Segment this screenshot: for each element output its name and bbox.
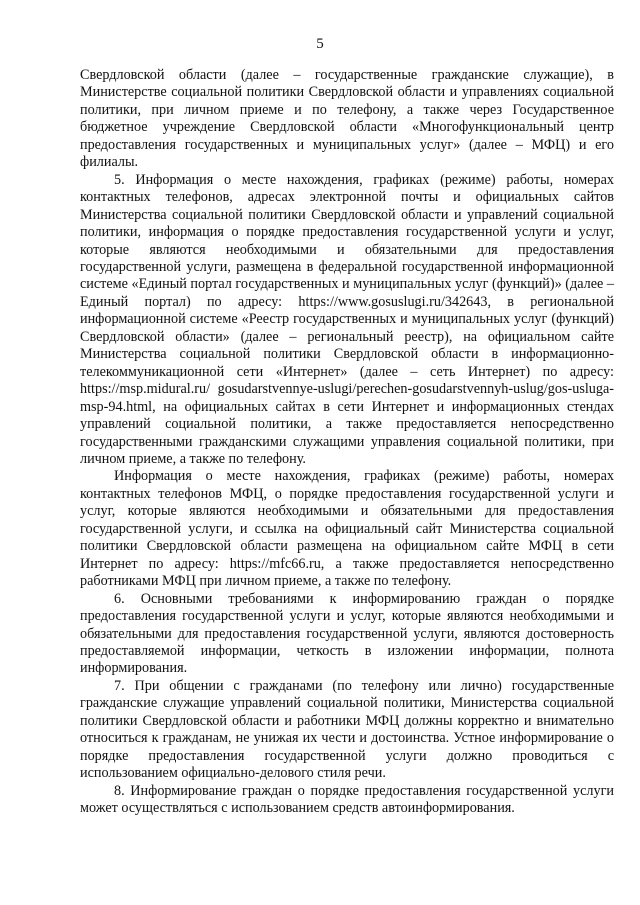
paragraph-item-5: 5. Информация о месте нахождения, графиках (режиме) работы, номерах контактных телефонов, адресах электронной почты и официальных сайтов Министерства социальной политики Свердловской области и управлений социальной политики, информация о порядке предоставления государственной услуги и услуг, которые являются необходимыми и обязательными для предоставления государственной услуги, размещена в федеральной государственной информационной системе «Единый портал государственных и муниципальных услуг (функций)» (далее – Единый портал) по адресу: https://www.gosuslugi.ru/342643, в региональной информационной системе «Реестр государственных и муниципальных услуг (функций) Свердловской области» (далее – региональный реестр), на официальном сайте Министерства социальной политики Свердловской области в информационно-телекоммуникационной сети «Интернет» (далее – сеть Интернет) по адресу: https://msp.midural.ru/ gosudarstvennye-uslugi/perechen-gosudarstvennyh-uslug/gos-usluga-msp-94.html, на официальных сайтах в сети Интернет и информационных стендах управлений социальной политики, а также предоставляется непосредственно государственными гражданскими служащими управления социальной политики, при личном приеме, а также по телефону. — [80, 171, 614, 467]
document-body — [80, 67, 614, 817]
paragraph-item-7: 7. При общении с гражданами (по телефону или лично) государственные гражданские служащие управлений социальной политики, Министерства социальной политики Свердловской области и работники МФЦ должны корректно и внимательно относиться к гражданам, не унижая их чести и достоинства. Устное информирование о порядке предоставления государственной услуги должно проводиться с использованием официально-делового стиля речи. — [80, 677, 614, 782]
paragraph-mfc-info: Информация о месте нахождения, графиках (режиме) работы, номерах контактных телефонов МФЦ, о порядке предоставления государственной услуги и услуг, которые являются необходимыми и обязательными для предоставления государственной услуги, и ссылка на официальный сайт Министерства социальной политики Свердловской области размещена на официальном сайте МФЦ в сети Интернет по адресу: https://mfc66.ru, а также предоставляется непосредственно работниками МФЦ при личном приеме, а также по телефону. — [80, 468, 614, 590]
paragraph-item-8: 8. Информирование граждан о порядке предоставления государственной услуги может осуществляться с использованием средств автоинформирования. — [80, 782, 614, 817]
paragraph-item-6: 6. Основными требованиями к информированию граждан о порядке предоставления государственной услуги и услуг, которые являются необходимыми и обязательными для предоставления государственной услуги, являются достоверность предоставляемой информации, четкость в изложении информации, полнота информирования. — [80, 590, 614, 677]
paragraph-continuation: Свердловской области (далее – государственные гражданские служащие), в Министерстве социальной политики Свердловской области и управлениях социальной политики, при личном приеме и по телефону, а также через Государственное бюджетное учреждение Свердловской области «Многофункциональный центр предоставления государственных и муниципальных услуг» (далее – МФЦ) и его филиалы. — [80, 67, 614, 171]
page-number: 5 — [316, 36, 324, 52]
